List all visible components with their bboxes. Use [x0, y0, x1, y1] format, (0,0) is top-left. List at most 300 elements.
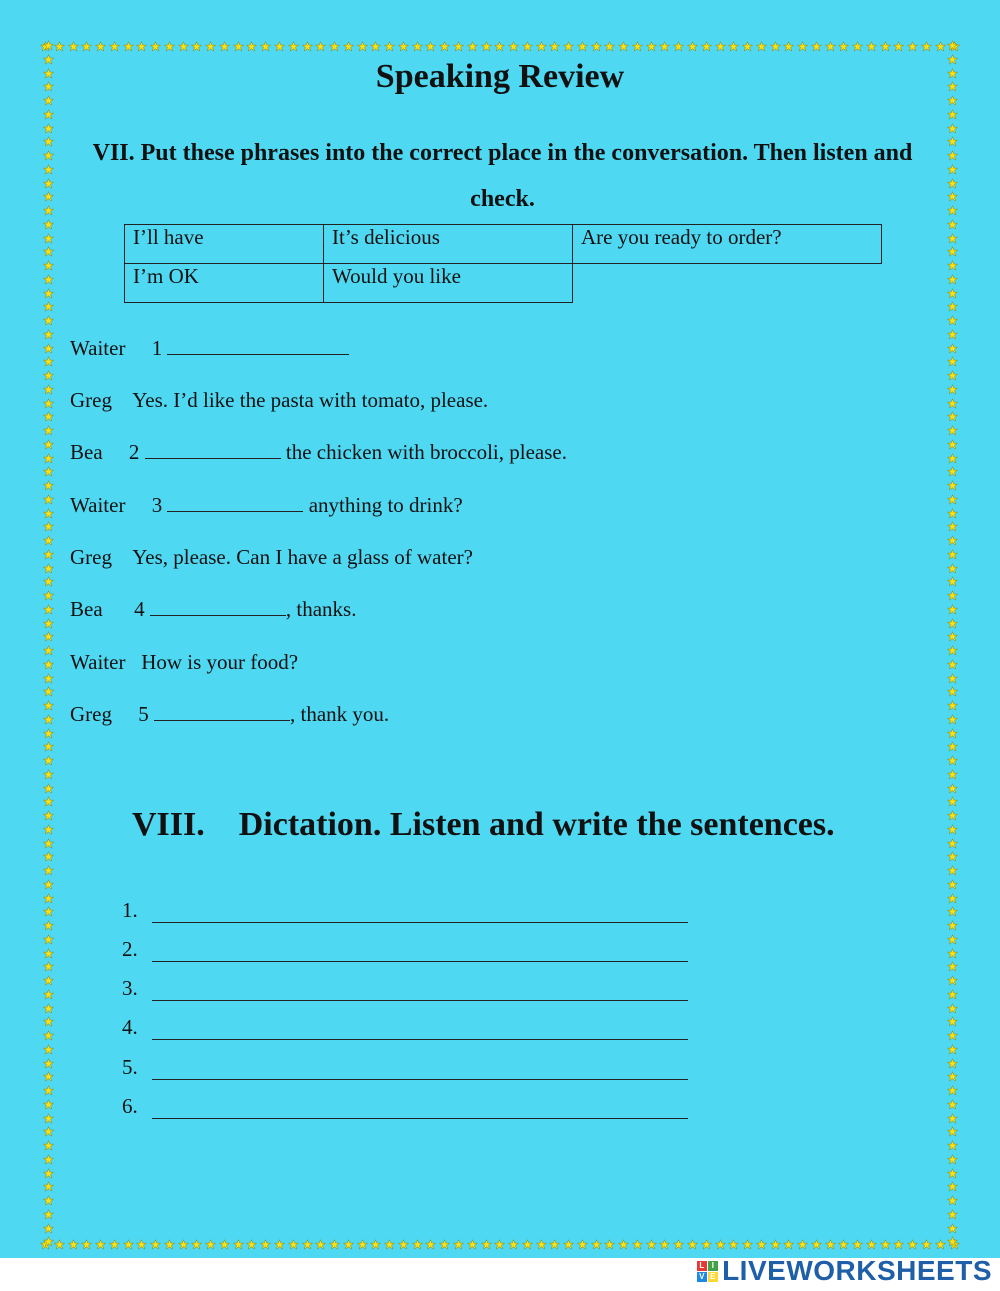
star-icon: [412, 1239, 423, 1250]
star-icon: [191, 41, 202, 52]
star-icon: [43, 686, 54, 697]
star-icon: [921, 41, 932, 52]
star-icon: [164, 1239, 175, 1250]
line-number: 3: [151, 493, 163, 517]
star-icon: [947, 95, 958, 106]
star-icon: [618, 1239, 629, 1250]
star-icon: [43, 164, 54, 175]
star-icon: [43, 508, 54, 519]
star-icon: [43, 178, 54, 189]
star-icon: [947, 315, 958, 326]
star-icon: [947, 356, 958, 367]
star-icon: [43, 535, 54, 546]
star-icon: [43, 343, 54, 354]
star-icon: [947, 838, 958, 849]
speaker: Waiter: [70, 493, 126, 517]
star-icon: [384, 41, 395, 52]
speaker: Greg: [70, 702, 112, 726]
star-icon: [947, 989, 958, 1000]
star-icon: [123, 41, 134, 52]
star-icon: [880, 41, 891, 52]
star-icon: [164, 41, 175, 52]
star-icon: [136, 1239, 147, 1250]
answer-blank[interactable]: [154, 704, 290, 721]
star-icon: [43, 398, 54, 409]
star-icon: [43, 453, 54, 464]
conversation-line: [70, 388, 488, 413]
star-icon: [947, 1223, 958, 1234]
star-icon: [43, 604, 54, 615]
conversation-line: [70, 336, 349, 361]
star-icon: [246, 1239, 257, 1250]
star-icon: [687, 41, 698, 52]
star-icon: [81, 41, 92, 52]
star-border-left: [40, 40, 56, 1248]
star-icon: [398, 1239, 409, 1250]
star-icon: [43, 494, 54, 505]
star-icon: [947, 384, 958, 395]
star-icon: [947, 549, 958, 560]
star-icon: [770, 41, 781, 52]
star-icon: [191, 1239, 202, 1250]
star-icon: [43, 879, 54, 890]
star-icon: [866, 41, 877, 52]
star-icon: [233, 1239, 244, 1250]
star-icon: [43, 301, 54, 312]
star-icon: [618, 41, 629, 52]
star-icon: [43, 755, 54, 766]
dictation-answer-line[interactable]: [152, 941, 688, 962]
dictation-item: [122, 1094, 688, 1119]
star-icon: [947, 521, 958, 532]
star-icon: [947, 136, 958, 147]
star-icon: [315, 41, 326, 52]
star-icon: [43, 618, 54, 629]
star-icon: [43, 948, 54, 959]
star-icon: [43, 411, 54, 422]
star-icon: [947, 975, 958, 986]
star-icon: [947, 439, 958, 450]
star-icon: [811, 1239, 822, 1250]
star-icon: [825, 1239, 836, 1250]
star-icon: [947, 741, 958, 752]
star-icon: [947, 191, 958, 202]
star-icon: [947, 453, 958, 464]
star-icon: [43, 1181, 54, 1192]
answer-blank[interactable]: [145, 442, 281, 459]
star-icon: [43, 329, 54, 340]
star-icon: [947, 1181, 958, 1192]
star-icon: [947, 906, 958, 917]
star-icon: [43, 673, 54, 684]
star-icon: [95, 41, 106, 52]
star-icon: [632, 41, 643, 52]
star-icon: [43, 1209, 54, 1220]
star-icon: [947, 673, 958, 684]
star-icon: [43, 893, 54, 904]
star-icon: [947, 686, 958, 697]
star-icon: [947, 934, 958, 945]
star-icon: [43, 356, 54, 367]
speaker: Waiter: [70, 650, 126, 674]
star-icon: [481, 1239, 492, 1250]
logo-letter: E: [708, 1272, 718, 1282]
star-icon: [947, 714, 958, 725]
star-icon: [68, 1239, 79, 1250]
star-icon: [43, 384, 54, 395]
speaker: Bea: [70, 440, 103, 464]
star-icon: [825, 41, 836, 52]
star-icon: [947, 274, 958, 285]
star-icon: [947, 508, 958, 519]
star-icon: [756, 1239, 767, 1250]
star-icon: [947, 1016, 958, 1027]
star-icon: [315, 1239, 326, 1250]
star-icon: [659, 1239, 670, 1250]
star-icon: [728, 1239, 739, 1250]
star-icon: [947, 233, 958, 244]
star-icon: [370, 1239, 381, 1250]
section-8-number: VIII.: [132, 806, 205, 843]
star-icon: [591, 1239, 602, 1250]
star-icon: [508, 1239, 519, 1250]
phrase-cell: Are you ready to order?: [573, 225, 882, 264]
star-icon: [947, 343, 958, 354]
star-icon: [43, 1236, 54, 1247]
line-number: 5: [138, 702, 149, 726]
star-icon: [68, 41, 79, 52]
star-icon: [947, 865, 958, 876]
dictation-answer-line[interactable]: [152, 980, 688, 1001]
star-icon: [43, 906, 54, 917]
star-icon: [947, 1168, 958, 1179]
star-icon: [947, 1236, 958, 1247]
star-icon: [947, 301, 958, 312]
star-icon: [947, 563, 958, 574]
phrase-cell: Would you like: [324, 264, 573, 303]
star-icon: [43, 1223, 54, 1234]
star-icon: [947, 783, 958, 794]
star-icon: [811, 41, 822, 52]
conversation-line: [70, 493, 463, 518]
answer-blank[interactable]: [150, 599, 286, 616]
star-icon: [288, 41, 299, 52]
star-border-top: [40, 38, 960, 54]
star-icon: [329, 1239, 340, 1250]
star-icon: [43, 590, 54, 601]
star-icon: [43, 975, 54, 986]
star-icon: [43, 205, 54, 216]
star-icon: [783, 1239, 794, 1250]
answer-blank[interactable]: [167, 338, 349, 355]
star-icon: [687, 1239, 698, 1250]
star-icon: [453, 41, 464, 52]
star-icon: [947, 1140, 958, 1151]
star-icon: [260, 1239, 271, 1250]
dictation-number: 3.: [122, 976, 138, 1000]
star-icon: [43, 714, 54, 725]
line-text: Yes, please. Can I have a glass of water?: [132, 545, 473, 569]
star-icon: [947, 329, 958, 340]
conversation-line: [70, 545, 473, 570]
section-7-instruction: VII. Put these phrases into the correct place in the conversation. Then listen and check.: [92, 140, 913, 212]
star-icon: [109, 1239, 120, 1250]
star-icon: [43, 1099, 54, 1110]
star-icon: [947, 618, 958, 629]
star-icon: [852, 1239, 863, 1250]
star-icon: [43, 645, 54, 656]
star-icon: [947, 246, 958, 257]
dictation-number: 6.: [122, 1094, 138, 1118]
star-icon: [947, 123, 958, 134]
star-icon: [715, 1239, 726, 1250]
star-icon: [947, 590, 958, 601]
star-icon: [43, 191, 54, 202]
star-icon: [852, 41, 863, 52]
star-icon: [343, 1239, 354, 1250]
star-icon: [947, 1209, 958, 1220]
star-icon: [136, 41, 147, 52]
star-icon: [43, 769, 54, 780]
star-icon: [947, 494, 958, 505]
star-icon: [233, 41, 244, 52]
star-icon: [646, 41, 657, 52]
star-icon: [439, 1239, 450, 1250]
star-icon: [947, 948, 958, 959]
star-icon: [947, 810, 958, 821]
star-icon: [947, 480, 958, 491]
star-icon: [43, 659, 54, 670]
star-icon: [673, 41, 684, 52]
star-icon: [536, 1239, 547, 1250]
line-text: Yes. I’d like the pasta with tomato, please.: [132, 388, 489, 412]
star-icon: [43, 370, 54, 381]
star-icon: [947, 879, 958, 890]
conversation-line: [70, 440, 567, 465]
star-icon: [947, 631, 958, 642]
star-icon: [357, 1239, 368, 1250]
star-icon: [604, 41, 615, 52]
speaker: Waiter: [70, 336, 126, 360]
star-icon: [947, 604, 958, 615]
star-icon: [549, 1239, 560, 1250]
table-row: [125, 264, 882, 303]
star-icon: [43, 1195, 54, 1206]
star-icon: [467, 41, 478, 52]
star-icon: [742, 1239, 753, 1250]
star-icon: [329, 41, 340, 52]
star-icon: [43, 260, 54, 271]
star-icon: [947, 659, 958, 670]
star-icon: [302, 1239, 313, 1250]
dictation-answer-line[interactable]: [152, 1098, 688, 1119]
star-icon: [838, 1239, 849, 1250]
star-icon: [742, 41, 753, 52]
star-icon: [947, 411, 958, 422]
star-icon: [728, 41, 739, 52]
star-icon: [947, 1085, 958, 1096]
star-icon: [260, 41, 271, 52]
answer-blank[interactable]: [167, 495, 303, 512]
star-icon: [43, 150, 54, 161]
empty-cell: [573, 264, 882, 303]
star-icon: [659, 41, 670, 52]
logo-letter: V: [697, 1272, 707, 1282]
star-icon: [549, 41, 560, 52]
star-icon: [947, 1071, 958, 1082]
star-icon: [95, 1239, 106, 1250]
star-icon: [43, 741, 54, 752]
star-icon: [398, 41, 409, 52]
star-icon: [43, 274, 54, 285]
star-icon: [947, 398, 958, 409]
star-icon: [947, 288, 958, 299]
star-icon: [43, 1071, 54, 1082]
star-icon: [43, 425, 54, 436]
star-icon: [467, 1239, 478, 1250]
conversation-line: [70, 650, 298, 675]
star-icon: [947, 796, 958, 807]
star-icon: [947, 576, 958, 587]
star-icon: [425, 1239, 436, 1250]
star-icon: [522, 1239, 533, 1250]
star-icon: [947, 370, 958, 381]
star-icon: [43, 989, 54, 1000]
star-icon: [43, 1154, 54, 1165]
star-icon: [43, 1126, 54, 1137]
star-icon: [43, 439, 54, 450]
star-icon: [947, 535, 958, 546]
line-number: 2: [128, 440, 140, 464]
star-icon: [947, 1154, 958, 1165]
dictation-number: 4.: [122, 1015, 138, 1039]
star-icon: [43, 1003, 54, 1014]
conversation-line: [70, 597, 356, 622]
star-border-right: [944, 40, 960, 1248]
star-icon: [43, 700, 54, 711]
star-icon: [947, 1058, 958, 1069]
star-icon: [947, 769, 958, 780]
star-icon: [43, 219, 54, 230]
star-icon: [274, 1239, 285, 1250]
star-icon: [481, 41, 492, 52]
star-icon: [43, 1168, 54, 1179]
star-icon: [701, 1239, 712, 1250]
star-icon: [947, 219, 958, 230]
star-icon: [563, 41, 574, 52]
star-icon: [947, 1044, 958, 1055]
star-icon: [43, 920, 54, 931]
star-icon: [178, 1239, 189, 1250]
star-icon: [577, 1239, 588, 1250]
star-icon: [219, 41, 230, 52]
star-icon: [947, 260, 958, 271]
dictation-item: [122, 1015, 688, 1040]
star-icon: [109, 41, 120, 52]
line-number: 4: [134, 597, 145, 621]
star-icon: [522, 41, 533, 52]
dictation-item: [122, 898, 688, 923]
star-icon: [43, 315, 54, 326]
star-icon: [439, 41, 450, 52]
line-text: , thank you.: [289, 702, 390, 726]
speaker: Greg: [70, 388, 112, 412]
dictation-answer-line[interactable]: [152, 902, 688, 923]
star-icon: [43, 563, 54, 574]
star-icon: [43, 40, 54, 51]
line-text: the chicken with broccoli, please.: [285, 440, 567, 464]
star-icon: [43, 136, 54, 147]
logo-letter: I: [708, 1261, 718, 1271]
star-icon: [947, 1113, 958, 1124]
liveworksheets-logo[interactable]: [697, 1256, 992, 1286]
star-icon: [412, 41, 423, 52]
phrase-cell: It’s delicious: [324, 225, 573, 264]
star-icon: [604, 1239, 615, 1250]
star-icon: [205, 41, 216, 52]
star-icon: [178, 41, 189, 52]
line-text: anything to drink?: [308, 493, 463, 517]
dictation-answer-line[interactable]: [152, 1059, 688, 1080]
star-icon: [947, 425, 958, 436]
star-icon: [43, 796, 54, 807]
star-icon: [343, 41, 354, 52]
star-icon: [947, 164, 958, 175]
star-icon: [43, 851, 54, 862]
phrase-cell: I’m OK: [125, 264, 324, 303]
star-icon: [150, 1239, 161, 1250]
star-icon: [947, 893, 958, 904]
star-icon: [947, 109, 958, 120]
star-icon: [947, 920, 958, 931]
star-icon: [947, 1099, 958, 1110]
star-icon: [947, 40, 958, 51]
star-icon: [43, 838, 54, 849]
speaker: Bea: [70, 597, 103, 621]
phrase-table: [124, 224, 882, 303]
dictation-answer-line[interactable]: [152, 1019, 688, 1040]
star-icon: [43, 1016, 54, 1027]
star-icon: [274, 41, 285, 52]
star-icon: [43, 1140, 54, 1151]
star-icon: [866, 1239, 877, 1250]
star-icon: [838, 41, 849, 52]
star-icon: [797, 1239, 808, 1250]
star-icon: [563, 1239, 574, 1250]
star-icon: [453, 1239, 464, 1250]
dictation-item: [122, 976, 688, 1001]
brand-name: LIVEWORKSHEETS: [722, 1255, 992, 1286]
star-icon: [494, 41, 505, 52]
star-icon: [947, 700, 958, 711]
star-icon: [921, 1239, 932, 1250]
star-icon: [907, 1239, 918, 1250]
star-icon: [947, 961, 958, 972]
page-title: Speaking Review: [375, 58, 625, 95]
star-icon: [150, 41, 161, 52]
table-row: [125, 225, 882, 264]
star-icon: [494, 1239, 505, 1250]
star-icon: [43, 576, 54, 587]
line-number: 1: [151, 336, 163, 360]
line-text: , thanks.: [285, 597, 357, 621]
star-icon: [947, 824, 958, 835]
star-icon: [43, 1085, 54, 1096]
star-icon: [43, 1113, 54, 1124]
dictation-number: 5.: [122, 1055, 138, 1079]
star-icon: [370, 41, 381, 52]
star-icon: [947, 1030, 958, 1041]
